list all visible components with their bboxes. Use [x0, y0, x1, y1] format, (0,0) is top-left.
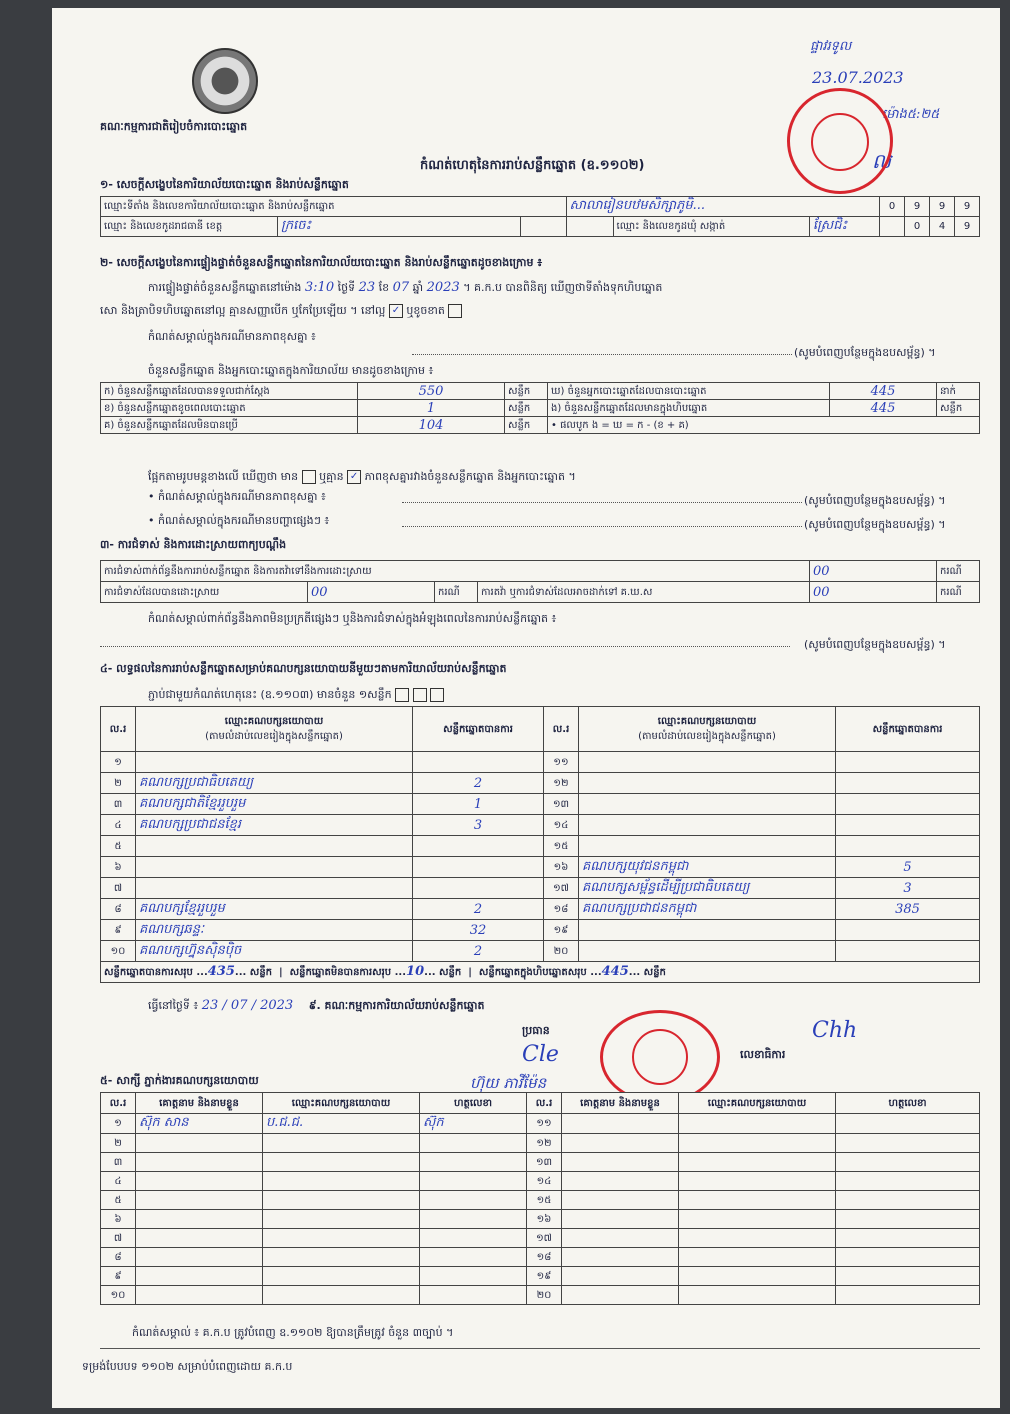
count-row: គ) ចំនួនសន្លឹកឆ្នោតដែលមិនបានប្រើ 104 សន្លឹក • ផលបូក ង = ឃ = ក - (ខ + គ) [101, 417, 980, 434]
witness-name [136, 1229, 263, 1248]
witness-number: ១៧ [527, 1229, 562, 1248]
result-number: ១៨ [544, 899, 579, 920]
note-line-1: កំណត់សម្គាល់ក្នុងករណីមានភាពខុសគ្នា ៖ [148, 330, 316, 343]
result-row [101, 941, 980, 962]
fill-note-2: (សូមបំពេញបន្ថែមក្នុងឧបសម្ព័ន្ធ) ។ [804, 494, 946, 507]
witness-signature [836, 1286, 980, 1305]
section5-heading: ៥- សាក្សី ភ្នាក់ងារគណបក្សនយោបាយ [100, 1074, 259, 1087]
chair-label: ប្រធាន [522, 1024, 550, 1037]
witness-row [101, 1114, 980, 1134]
witness-name [562, 1153, 679, 1172]
witness-row [101, 1267, 980, 1286]
org-name: គណៈកម្មការជាតិរៀបចំការបោះឆ្នោត [100, 120, 248, 133]
witness-name [562, 1286, 679, 1305]
complaints-table: ការជំទាស់ពាក់ព័ន្ធនឹងការរាប់សន្លឹកឆ្នោត និងការតវ៉ាទៅនឹងការដោះស្រាយ 00 ករណី ការជំទាស់ដែលបានដោះស្រាយ 00 ករណី ការតវ៉ា ឬការជំទាស់ដែលអាចដាក់ទៅ គ.ឃ.ស 00 ករណី [100, 560, 980, 603]
result-row [101, 752, 980, 773]
witness-name [136, 1172, 263, 1191]
form-footer: ទម្រង់បែបបទ ១១០២ សម្រាប់បំពេញដោយ គ.ក.ប [82, 1360, 293, 1373]
result-votes [836, 836, 980, 857]
result-row [101, 899, 980, 920]
witness-number: ១ [101, 1114, 136, 1134]
witness-party [263, 1229, 420, 1248]
result-number: ១៦ [544, 857, 579, 878]
witness-party [679, 1229, 836, 1248]
witness-signature [420, 1248, 527, 1267]
result-votes [836, 920, 980, 941]
witness-number: ១៥ [527, 1191, 562, 1210]
location-value: សាលារៀនបឋមសិក្សាភូមិ... [566, 197, 879, 217]
location-label: ឈ្មោះទីតាំង និងលេខការិយាល័យបោះឆ្នោត និងរាប់សន្លឹកឆ្នោត [101, 197, 567, 217]
witness-name [136, 1153, 263, 1172]
result-number: ៥ [101, 836, 136, 857]
witness-number: ៨ [101, 1248, 136, 1267]
result-votes [413, 836, 544, 857]
result-number: ១៧ [544, 878, 579, 899]
witness-party [263, 1248, 420, 1267]
corner-initial: ល [872, 149, 892, 173]
corner-date: 23.07.2023 [812, 68, 904, 87]
witness-number: ៩ [101, 1267, 136, 1286]
witness-signature [836, 1267, 980, 1286]
attachment-line: ភ្ជាប់ជាមួយកំណត់ហេតុនេះ (ឧ.១១០៣) មានចំនួន ១សន្លឹក [148, 688, 444, 702]
witness-signature [836, 1172, 980, 1191]
verification-line: ការផ្ទៀងផ្ទាត់ចំនួនសន្លឹកឆ្នោតនៅម៉ោង 3:10 ថ្ងៃទី 23 ខែ 07 ឆ្នាំ 2023 ។ គ.ក.ប បានពិនិត្យ ឃើញថាទីតាំងទុកហិបឆ្នោត [148, 280, 663, 295]
result-row [101, 836, 980, 857]
fill-note-4: (សូមបំពេញបន្ថែមក្នុងឧបសម្ព័ន្ធ) ។ [804, 638, 946, 651]
result-party: គណបក្សប្រជាធិបតេយ្យ [136, 773, 413, 794]
witness-party [263, 1210, 420, 1229]
resolved-count: 00 [308, 582, 435, 603]
no-discrepancy-checkbox[interactable]: ✓ [347, 470, 361, 484]
counts-intro: ចំនួនសន្លឹកឆ្នោត និងអ្នកបោះឆ្នោតក្នុងការិយាល័យ មានដូចខាងក្រោម ៖ [148, 364, 434, 377]
province-value: ក្រចេះ [278, 217, 521, 237]
chair-name: ហ៊ុយ ភាវីម៉ែន [470, 1074, 547, 1092]
result-number: ១២ [544, 773, 579, 794]
witness-number: ១១ [527, 1114, 562, 1134]
result-row [101, 878, 980, 899]
result-party [579, 836, 836, 857]
witness-signature [836, 1248, 980, 1267]
result-number: ៦ [101, 857, 136, 878]
witness-row [101, 1248, 980, 1267]
result-party [579, 815, 836, 836]
witness-name [562, 1267, 679, 1286]
result-party: គណបក្សសម្ព័ន្ធដើម្បីប្រជាធិបតេយ្យ [579, 878, 836, 899]
time-value: 3:10 [304, 280, 335, 295]
witness-party [679, 1210, 836, 1229]
complaints-count: 00 [810, 561, 937, 582]
witness-party [263, 1286, 420, 1305]
witness-signature [420, 1134, 527, 1153]
province-label: ឈ្មោះ និងលេខកូដរាជធានី ខេត្ត [101, 217, 278, 237]
witness-name [562, 1134, 679, 1153]
count-row: ខ) ចំនួនសន្លឹកឆ្នោតខូចពេលបោះឆ្នោត 1 សន្លឹក ង) ចំនួនសន្លឹកឆ្នោតដែលមានក្នុងហិបឆ្នោត 445 សន្លឹក [101, 400, 980, 417]
witness-signature [836, 1114, 980, 1134]
bullet-note-1: • កំណត់សម្គាល់ក្នុងករណីមានភាពខុសគ្នា ៖ [148, 490, 326, 503]
appeal-count: 00 [810, 582, 937, 603]
witness-party [263, 1172, 420, 1191]
witness-row [101, 1229, 980, 1248]
secretary-label: លេខាធិការ [740, 1048, 786, 1061]
result-votes: 5 [836, 857, 980, 878]
fill-note-1: (សូមបំពេញបន្ថែមក្នុងឧបសម្ព័ន្ធ) ។ [794, 346, 936, 359]
official-seal-stamp [787, 88, 893, 194]
result-number: ១៤ [544, 815, 579, 836]
ballots-in-box: 445 [830, 400, 937, 417]
national-emblem-icon [192, 48, 258, 114]
witness-name [136, 1267, 263, 1286]
result-votes [836, 773, 980, 794]
result-row [101, 794, 980, 815]
fill-note-3: (សូមបំពេញបន្ថែមក្នុងឧបសម្ព័ន្ធ) ។ [804, 518, 946, 531]
two-sheet-checkbox[interactable] [413, 688, 427, 702]
witness-row [101, 1210, 980, 1229]
witness-name [562, 1114, 679, 1134]
witness-number: ៥ [101, 1191, 136, 1210]
result-votes: 32 [413, 920, 544, 941]
result-number: ១១ [544, 752, 579, 773]
result-party: គណបក្សខ្មែររួបរួម [136, 899, 413, 920]
signing-date-line: ធ្វើនៅថ្ងៃទី ៖ 23 / 07 / 2023 ៩. គណៈកម្មការការិយាល័យរាប់សន្លឹកឆ្នោត [148, 998, 485, 1013]
witness-signature [420, 1153, 527, 1172]
section1-heading: ១- សេចក្តីសង្ខេបនៃការិយាល័យបោះឆ្នោត និងរាប់សន្លឹកឆ្នោត [100, 178, 349, 191]
result-party: គណបក្សប្រជាជនកម្ពុជា [579, 899, 836, 920]
witness-signature [836, 1210, 980, 1229]
witness-signature [836, 1191, 980, 1210]
result-votes: 385 [836, 899, 980, 920]
witness-party [679, 1248, 836, 1267]
witness-number: ១២ [527, 1134, 562, 1153]
witness-number: ៣ [101, 1153, 136, 1172]
three-sheet-checkbox[interactable] [430, 688, 444, 702]
witness-name [562, 1172, 679, 1191]
counts-table [100, 382, 980, 434]
witness-signature [420, 1229, 527, 1248]
result-votes: 3 [413, 815, 544, 836]
witness-name [136, 1248, 263, 1267]
month-value: 07 [392, 280, 410, 295]
witness-signature [836, 1153, 980, 1172]
result-number: ១៥ [544, 836, 579, 857]
witness-party [679, 1267, 836, 1286]
result-number: ១៩ [544, 920, 579, 941]
result-votes [836, 815, 980, 836]
witness-number: ៦ [101, 1210, 136, 1229]
result-party [136, 836, 413, 857]
result-number: ១០ [101, 941, 136, 962]
witness-party [679, 1114, 836, 1134]
section4-heading: ៤- លទ្ធផលនៃការរាប់សន្លឹកឆ្នោតសម្រាប់គណបក្សនយោបាយនីមួយៗតាមការិយាល័យរាប់សន្លឹកឆ្នោត [100, 662, 507, 675]
seal-status-line: សោ និងត្រាបិទហិបឆ្នោតនៅល្អ គ្មានសញ្ញាបើក ឬកែប្រែឡើយ ។ នៅល្អ ✓ ឬខូចខាត [100, 304, 462, 318]
witness-name [562, 1229, 679, 1248]
day-value: 23 [358, 280, 376, 295]
witness-number: ៤ [101, 1172, 136, 1191]
result-row [101, 773, 980, 794]
witness-row [101, 1153, 980, 1172]
witness-signature: ស៊ុក [420, 1114, 527, 1134]
witness-number: ១៦ [527, 1210, 562, 1229]
result-party [579, 752, 836, 773]
witness-party [263, 1191, 420, 1210]
result-party: គណបក្សឆន្ទៈ [136, 920, 413, 941]
received-ballots: 550 [358, 383, 505, 400]
witness-party: ប.ជ.ជ. [263, 1114, 420, 1134]
result-party [136, 752, 413, 773]
result-votes: 2 [413, 941, 544, 962]
result-party [579, 920, 836, 941]
witness-number: ៧ [101, 1229, 136, 1248]
bullet-note-2: • កំណត់សម្គាល់ក្នុងករណីមានបញ្ហាផ្សេងៗ ៖ [148, 514, 330, 527]
witness-row [101, 1134, 980, 1153]
commission-seal-stamp [600, 1010, 720, 1104]
yes-discrepancy-checkbox[interactable] [302, 470, 316, 484]
witness-number: ២ [101, 1134, 136, 1153]
witness-signature [420, 1191, 527, 1210]
witness-name [136, 1134, 263, 1153]
damaged-checkbox[interactable] [448, 304, 462, 318]
one-sheet-checkbox[interactable] [395, 688, 409, 702]
section3-heading: ៣- ការជំទាស់ និងការដោះស្រាយពាក្យបណ្តឹង [100, 538, 287, 551]
witness-number: ១៩ [527, 1267, 562, 1286]
witness-table: ល.រ គោត្តនាម និងនាមខ្លួន ឈ្មោះគណបក្សនយោបាយ ហត្ថលេខា ល.រ គោត្តនាម និងនាមខ្លួន ឈ្មោះគណបក្សនយោបាយ ហត្ថលេខា ១ ស៊ុក សាន ប.ជ.ជ. ស៊ុក ១១ ២ ១២ ៣ ១៣ ៤ ១៤ ៥ ១៥ ៦ ១៦ ៧ ១៧ ៨ ១៨ ៩ ១៩ ១០ ២០ [100, 1092, 980, 1305]
result-party [579, 941, 836, 962]
witness-signature [836, 1229, 980, 1248]
result-votes: 1 [413, 794, 544, 815]
result-votes: 3 [836, 878, 980, 899]
result-votes [413, 878, 544, 899]
result-number: ១៣ [544, 794, 579, 815]
result-number: ២០ [544, 941, 579, 962]
result-party: គណបក្សយុវជនកម្ពុជា [579, 857, 836, 878]
witness-party [263, 1134, 420, 1153]
result-votes: 2 [413, 773, 544, 794]
unused-ballots: 104 [358, 417, 505, 434]
witness-signature [420, 1267, 527, 1286]
commune-value: ស្រែជិះ [809, 217, 879, 237]
total-in-box: 445 [601, 964, 629, 979]
witness-party [263, 1153, 420, 1172]
result-votes [413, 857, 544, 878]
result-row [101, 920, 980, 941]
result-party [136, 878, 413, 899]
result-party: គណបក្សប្រជាជនខ្មែរ [136, 815, 413, 836]
witness-signature [836, 1134, 980, 1153]
witness-row [101, 1191, 980, 1210]
witness-number: ១៣ [527, 1153, 562, 1172]
result-votes: 2 [413, 899, 544, 920]
witness-signature [420, 1286, 527, 1305]
result-party [136, 857, 413, 878]
witness-row [101, 1286, 980, 1305]
result-number: ៤ [101, 815, 136, 836]
witness-party [679, 1172, 836, 1191]
result-votes [836, 752, 980, 773]
discrepancy-line: ផ្អែកតាមរូបមន្តខាងលើ ឃើញថា មាន ឬគ្មាន ✓ ភាពខុសគ្នារវាងចំនួនសន្លឹកឆ្នោត និងអ្នកបោះឆ្នោត ។ [148, 470, 576, 483]
year-value: 2023 [426, 280, 460, 295]
corner-note: ផ្ទាវរទូល [810, 39, 852, 54]
witness-name [562, 1248, 679, 1267]
count-row: ក) ចំនួនសន្លឹកឆ្នោតដែលបានទទួលជាក់ស្តែង 550 សន្លឹក ឃ) ចំនួនអ្នកបោះឆ្នោតដែលបានបោះឆ្នោត 445 នាក់ [101, 383, 980, 400]
signing-date: 23 / 07 / 2023 [201, 998, 294, 1013]
witness-number: ២០ [527, 1286, 562, 1305]
witness-name [136, 1210, 263, 1229]
result-number: ៩ [101, 920, 136, 941]
witness-party [679, 1153, 836, 1172]
witness-number: ១៤ [527, 1172, 562, 1191]
result-number: ៨ [101, 899, 136, 920]
total-valid: 435 [207, 964, 235, 979]
result-row [101, 857, 980, 878]
result-party [579, 773, 836, 794]
witness-name [562, 1191, 679, 1210]
result-party: គណបក្សជាតិខ្មែររួបរួម [136, 794, 413, 815]
result-party: គណបក្សហ្វ៊ុនស៊ិនប៉ិច [136, 941, 413, 962]
result-number: ១ [101, 752, 136, 773]
chair-signature: Cle [522, 1042, 559, 1067]
irregularity-note: កំណត់សម្គាល់ពាក់ព័ន្ធនឹងភាពមិនប្រក្រតីផ្សេងៗ ឬនិងការជំទាស់ក្នុងអំឡុងពេលនៃការរាប់សន្លឹកឆ្នោត ៖ [148, 612, 557, 625]
witness-party [263, 1267, 420, 1286]
result-number: ២ [101, 773, 136, 794]
witness-party [679, 1134, 836, 1153]
witness-party [679, 1286, 836, 1305]
witness-number: ១០ [101, 1286, 136, 1305]
result-party [579, 794, 836, 815]
commune-label: ឈ្មោះ និងលេខកូដឃុំ សង្កាត់ [613, 217, 809, 237]
witness-name [562, 1210, 679, 1229]
footnote: កំណត់សម្គាល់ ៖ គ.ក.ប ត្រូវបំពេញ ឧ.១១០២ ឱ្យបានត្រឹមត្រូវ ចំនួន ៣ច្បាប់ ។ [132, 1326, 454, 1339]
witness-signature [420, 1172, 527, 1191]
section1-table: ឈ្មោះទីតាំង និងលេខការិយាល័យបោះឆ្នោត និងរាប់សន្លឹកឆ្នោត សាលារៀនបឋមសិក្សាភូមិ... 0 9 9 9 ឈ្មោះ និងលេខកូដរាជធានី ខេត្ត ក្រចេះ ឈ្មោះ និងលេខកូដឃុំ សង្កាត់ ស្រែជិះ 0 4 9 [100, 196, 980, 237]
spoiled-ballots: 1 [358, 400, 505, 417]
secretary-signature: Chh [812, 1018, 858, 1043]
voters-count: 445 [830, 383, 937, 400]
form-title: កំណត់ហេតុនៃការរាប់សន្លឹកឆ្នោត (ឧ.១១០២) [420, 158, 645, 173]
corner-time: ម៉ោង៥:២៥ [882, 107, 940, 122]
witness-name [136, 1191, 263, 1210]
result-votes [413, 752, 544, 773]
witness-party [679, 1191, 836, 1210]
total-invalid: 10 [406, 964, 425, 979]
section2-heading: ២- សេចក្តីសង្ខេបនៃការផ្ទៀងផ្ទាត់ចំនួនសន្លឹកឆ្នោតនៃការិយាល័យបោះឆ្នោត និងរាប់សន្លឹកឆ្នោតដូចខាងក្រោម ៖ [100, 256, 543, 269]
result-row [101, 815, 980, 836]
result-votes [836, 941, 980, 962]
result-votes [836, 794, 980, 815]
result-number: ៣ [101, 794, 136, 815]
result-number: ៧ [101, 878, 136, 899]
witness-row [101, 1172, 980, 1191]
witness-number: ១៨ [527, 1248, 562, 1267]
form-paper [52, 8, 1000, 1408]
witness-signature [420, 1210, 527, 1229]
witness-name: ស៊ុក សាន [136, 1114, 263, 1134]
totals-row: សន្លឹកឆ្នោតបានការសរុប ...435... សន្លឹក | សន្លឹកឆ្នោតមិនបានការសរុប ...10... សន្លឹក | សន្លឹកឆ្នោតក្នុងហិបឆ្នោតសរុប ...445... សន្លឹក [101, 962, 980, 983]
intact-checkbox[interactable]: ✓ [389, 304, 403, 318]
results-table: ល.រ ឈ្មោះគណបក្សនយោបាយ (តាមលំដាប់លេខរៀងក្នុងសន្លឹកឆ្នោត) សន្លឹកឆ្នោតបានការ ល.រ ឈ្មោះគណបក្សនយោបាយ (តាមលំដាប់លេខរៀងក្នុងសន្លឹកឆ្នោត) សន្លឹកឆ្នោតបានការ ១ ១១ ២ គណបក្សប្រជាធិបតេយ្យ 2 ១២ ៣ គណបក្សជាតិខ្មែររួបរួម 1 ១៣ ៤ គណបក្សប្រជាជនខ្មែរ 3 ១៤ ៥ ១៥ ៦ ១៦ គណបក្សយុវជនកម្ពុជា 5 ៧ ១៧ គណបក្សសម្ព័ន្ធដើម្បីប្រជាធិបតេយ្យ 3 ៨ គណបក្សខ្មែររួបរួម 2 ១៨ គណបក្សប្រជាជនកម្ពុជា 385 ៩ គណបក្សឆន្ទៈ 32 ១៩ ១០ គណបក្សហ្វ៊ុនស៊ិនប៉ិច 2 ២០ សន្លឹកឆ្នោតបានការសរុប ...435... សន្លឹក | សន្លឹកឆ្នោតមិនបានការសរុប ...10... សន្លឹក | សន្លឹកឆ្នោតក្នុងហិបឆ្នោតសរុប ...445... សន្លឹក [100, 706, 980, 983]
witness-name [136, 1286, 263, 1305]
